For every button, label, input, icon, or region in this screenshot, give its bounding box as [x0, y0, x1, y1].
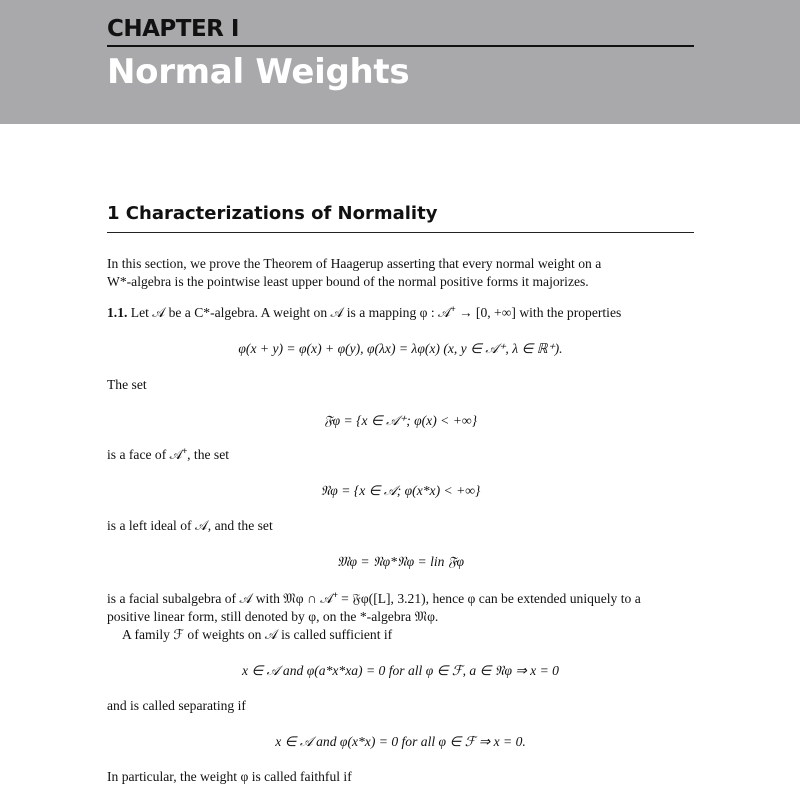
left-ideal-text: is a left ideal of 𝒜, and the set	[107, 518, 273, 533]
faithful-text: In particular, the weight φ is called faithful if	[107, 769, 352, 784]
family-text: A family ℱ of weights on 𝒜 is called sufficient if	[122, 627, 393, 642]
equation-N-phi: 𝔑φ = {x ∈ 𝒜; φ(x*x) < +∞}	[320, 483, 481, 498]
the-set-text: The set	[107, 377, 147, 392]
chapter-rule	[107, 45, 694, 47]
face-text: is a face of 𝒜⁺, the set	[107, 447, 230, 462]
equation-F-phi: 𝔉φ = {x ∈ 𝒜⁺; φ(x) < +∞}	[323, 413, 478, 428]
paragraph-1-1-text: Let 𝒜 be a C*-algebra. A weight on 𝒜 is a mapping φ : 𝒜⁺ → [0, +∞] with the properties	[130, 305, 622, 320]
separating-text: and is called separating if	[107, 698, 246, 713]
intro-line-1: In this section, we prove the Theorem of Haagerup asserting that every normal weight on a	[107, 256, 602, 271]
chapter-label: CHAPTER I	[107, 16, 239, 42]
facial-line-1: is a facial subalgebra of 𝒜 with 𝔐φ ∩ 𝒜⁺ = 𝔉φ([L], 3.21), hence φ can be extended uniquely to a	[107, 591, 641, 606]
section-rule	[107, 232, 694, 233]
paragraph-1-1	[107, 304, 621, 322]
equation-weight-properties: φ(x + y) = φ(x) + φ(y), φ(λx) = λφ(x) (x, y ∈ 𝒜⁺, λ ∈ ℝ⁺).	[238, 341, 563, 356]
facial-line-2: positive linear form, still denoted by φ, on the *-algebra 𝔐φ.	[107, 609, 439, 624]
equation-sufficient: x ∈ 𝒜 and φ(a*x*xa) = 0 for all φ ∈ ℱ, a ∈ 𝔑φ ⇒ x = 0	[242, 663, 559, 678]
section-heading: 1 Characterizations of Normality	[107, 203, 438, 224]
chapter-title: Normal Weights	[107, 52, 410, 92]
intro-line-2: W*-algebra is the pointwise least upper bound of the normal positive forms it majorizes.	[107, 274, 589, 289]
paragraph-number: 1.1.	[107, 305, 128, 320]
equation-separating: x ∈ 𝒜 and φ(x*x) = 0 for all φ ∈ ℱ ⇒ x = 0.	[275, 734, 526, 749]
equation-M-phi: 𝔐φ = 𝔑φ*𝔑φ = lin 𝔉φ	[336, 554, 464, 569]
